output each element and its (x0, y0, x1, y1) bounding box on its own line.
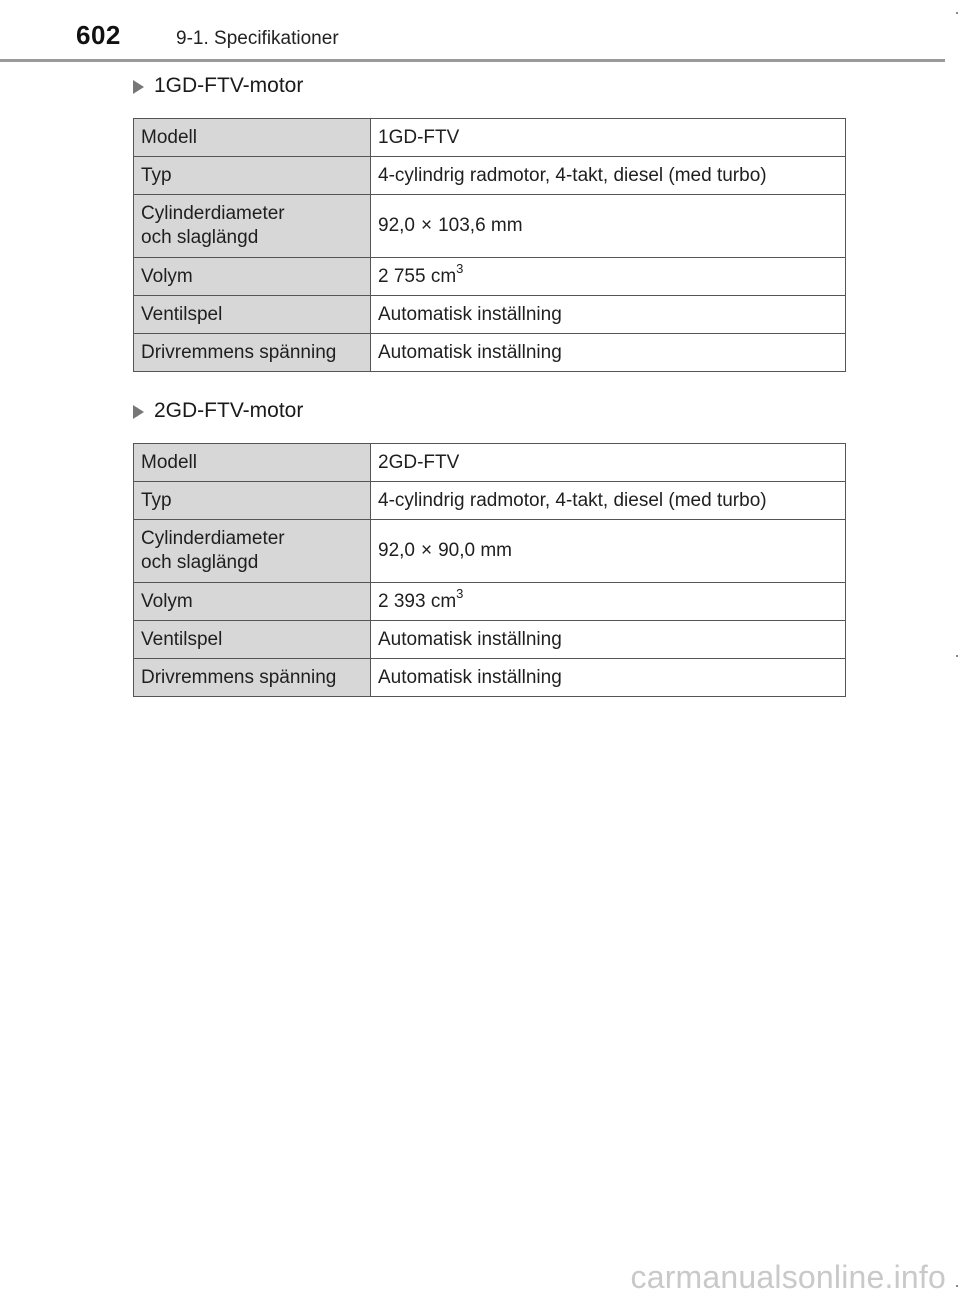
row-label-line: och slaglängd (141, 552, 259, 573)
table-row (134, 482, 846, 520)
section-heading-text: 2GD-FTV-motor (154, 399, 304, 422)
row-value: 1GD-FTV (371, 119, 846, 157)
table-row (134, 520, 846, 583)
spec-section-1gd (133, 70, 846, 372)
times-sign: × (420, 540, 433, 561)
row-label: Drivremmens spänning (134, 334, 371, 372)
row-label: Drivremmens spänning (134, 659, 371, 697)
table-row (134, 119, 846, 157)
row-value: Automatisk inställning (371, 296, 846, 334)
crop-mark (956, 1285, 958, 1287)
row-label (134, 195, 371, 258)
superscript: 3 (456, 585, 464, 601)
volume-value: 2 393 cm (378, 590, 457, 612)
bore-value: 92,0 (378, 215, 415, 236)
section-heading-text: 1GD-FTV-motor (154, 74, 304, 97)
triangle-bullet-icon (133, 80, 144, 94)
row-value: Automatisk inställning (371, 621, 846, 659)
spec-section-2gd (133, 395, 846, 697)
row-label (134, 520, 371, 583)
page-header (0, 0, 960, 62)
row-value (371, 520, 846, 583)
table-row (134, 296, 846, 334)
table-row (134, 157, 846, 195)
row-value: 2GD-FTV (371, 444, 846, 482)
row-label: Modell (134, 119, 371, 157)
stroke-value: 103,6 mm (438, 215, 523, 236)
table-row (134, 583, 846, 621)
row-label: Ventilspel (134, 296, 371, 334)
table-row (134, 621, 846, 659)
row-label: Ventilspel (134, 621, 371, 659)
section-heading (133, 395, 846, 427)
row-label: Volym (134, 258, 371, 296)
table-row (134, 444, 846, 482)
triangle-bullet-icon (133, 405, 144, 419)
row-value: Automatisk inställning (371, 659, 846, 697)
row-value (371, 195, 846, 258)
table-row (134, 258, 846, 296)
row-label: Typ (134, 482, 371, 520)
times-sign: × (420, 215, 433, 236)
row-value: Automatisk inställning (371, 334, 846, 372)
chapter-title: 9-1. Specifikationer (176, 28, 339, 49)
row-value: 4-cylindrig radmotor, 4-takt, diesel (med turbo) (371, 482, 846, 520)
row-label-line: och slaglängd (141, 227, 259, 248)
header-divider (0, 59, 945, 62)
row-label: Modell (134, 444, 371, 482)
stroke-value: 90,0 mm (438, 540, 513, 561)
crop-mark (956, 12, 958, 14)
bore-value: 92,0 (378, 540, 415, 561)
row-label-line: Cylinderdiameter (141, 203, 285, 224)
row-value (371, 583, 846, 621)
spec-table (133, 443, 846, 697)
watermark-link[interactable]: carmanualsonline.info (630, 1259, 946, 1295)
crop-mark (956, 655, 958, 657)
page-number: 602 (76, 20, 121, 50)
table-row (134, 334, 846, 372)
table-row (134, 195, 846, 258)
spec-table (133, 118, 846, 372)
row-label: Volym (134, 583, 371, 621)
table-row (134, 659, 846, 697)
row-label: Typ (134, 157, 371, 195)
volume-value: 2 755 cm (378, 265, 457, 287)
row-label-line: Cylinderdiameter (141, 528, 285, 549)
row-value (371, 258, 846, 296)
section-heading (133, 70, 846, 102)
superscript: 3 (456, 260, 464, 276)
row-value: 4-cylindrig radmotor, 4-takt, diesel (med turbo) (371, 157, 846, 195)
